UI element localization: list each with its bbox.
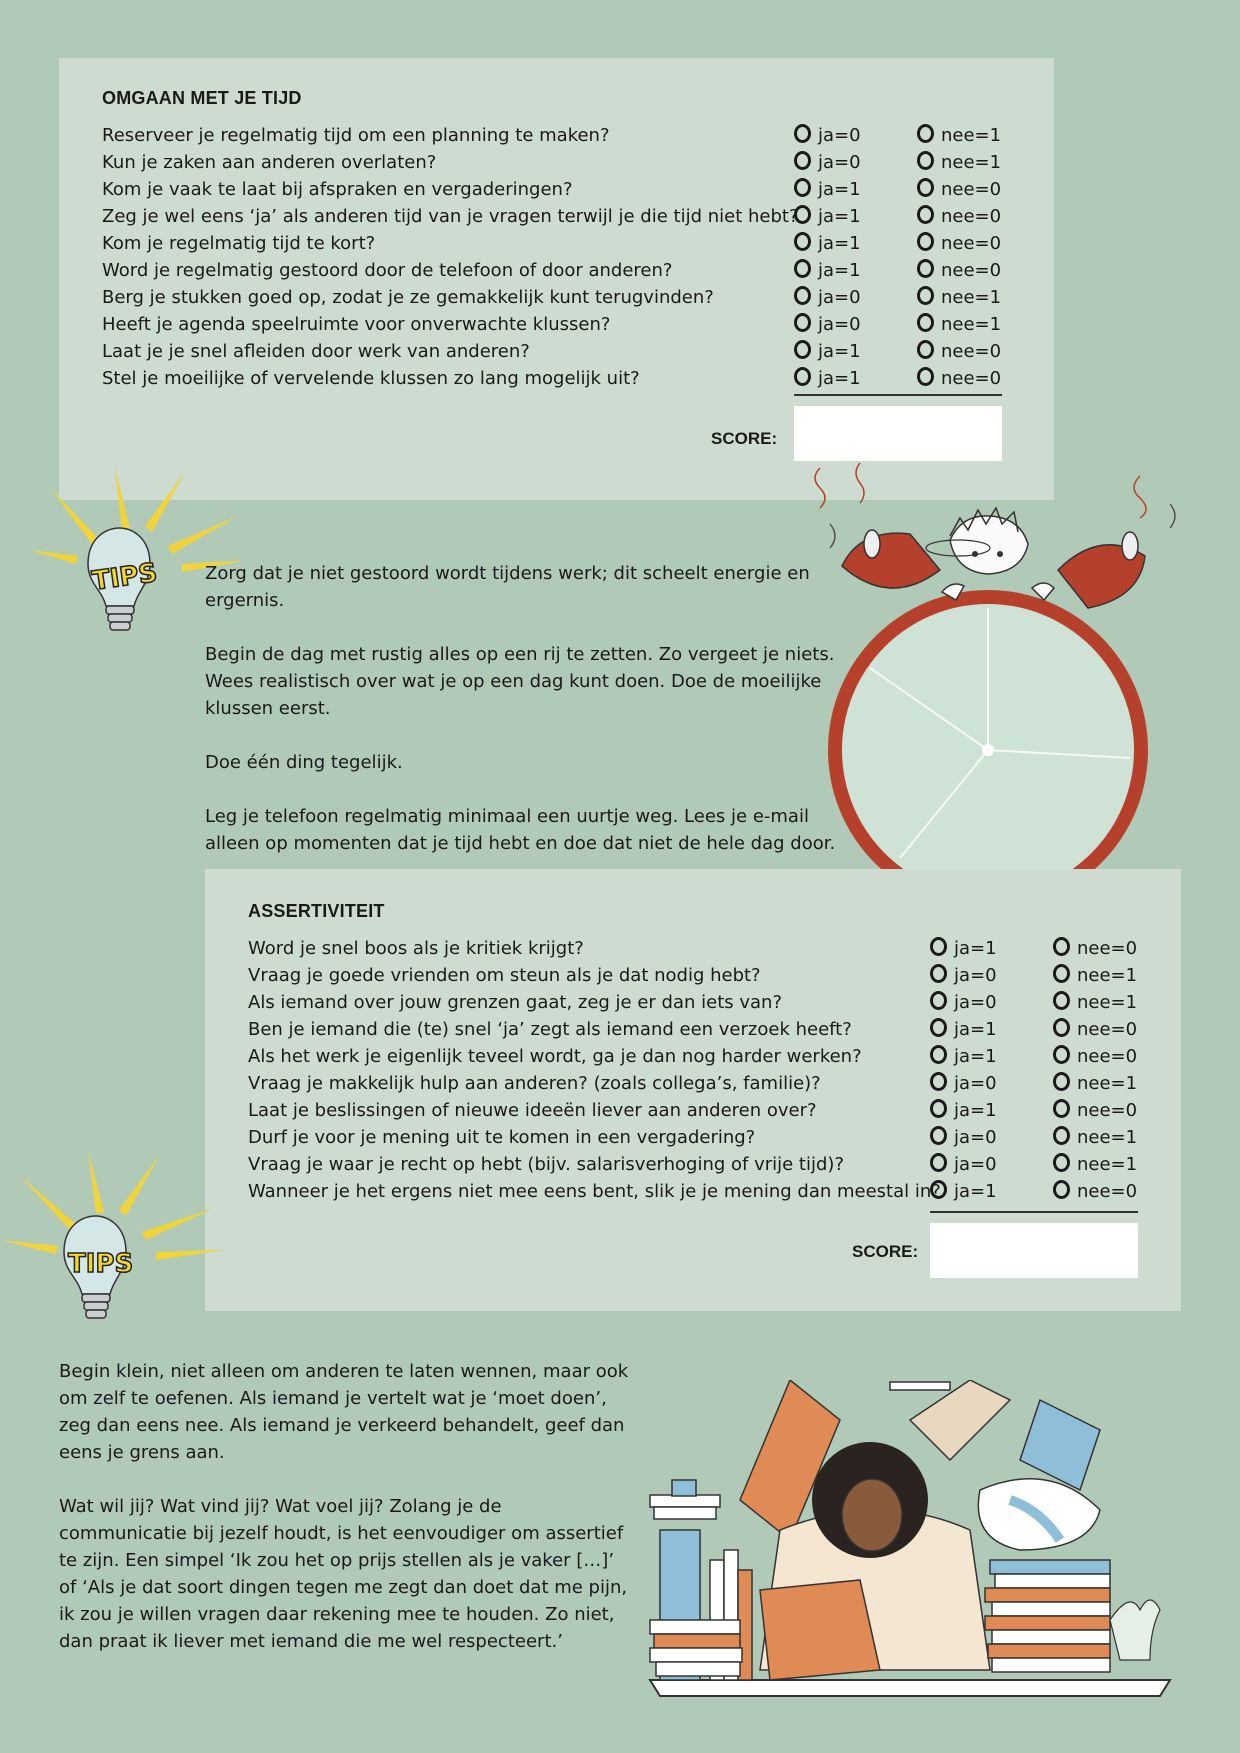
answer-nee-label: nee=1 (941, 287, 1002, 308)
radio-circle-icon[interactable] (1053, 1099, 1070, 1118)
answer-nee-option[interactable] (917, 149, 1001, 176)
answer-nee-option[interactable] (1053, 1070, 1137, 1097)
question-row (102, 284, 1022, 311)
radio-circle-icon[interactable] (794, 151, 811, 170)
answer-nee-label: nee=0 (941, 341, 1002, 362)
question-text: Word je snel boos als je kritiek krijgt? (248, 938, 584, 959)
question-row (248, 989, 1168, 1016)
score-divider (794, 394, 1002, 396)
answer-nee-option[interactable] (917, 338, 1001, 365)
radio-circle-icon[interactable] (1053, 1180, 1070, 1199)
answer-nee-option[interactable] (917, 122, 1001, 149)
radio-circle-icon[interactable] (794, 259, 811, 278)
answer-ja-label: ja=0 (954, 965, 997, 986)
question-row (248, 1124, 1168, 1151)
answer-nee-option[interactable] (1053, 1016, 1137, 1043)
answer-nee-label: nee=0 (941, 260, 1002, 281)
answer-nee-option[interactable] (917, 257, 1001, 284)
question-text: Reserveer je regelmatig tijd om een planning te maken? (102, 125, 610, 146)
answer-nee-label: nee=0 (1077, 1046, 1138, 1067)
radio-circle-icon[interactable] (930, 1072, 947, 1091)
answer-nee-label: nee=0 (941, 179, 1002, 200)
radio-circle-icon[interactable] (1053, 1153, 1070, 1172)
answer-ja-label: ja=1 (954, 1181, 997, 1202)
question-row (248, 962, 1168, 989)
radio-circle-icon[interactable] (930, 1180, 947, 1199)
score-field[interactable] (930, 1223, 1138, 1278)
alarm-clock-illustration (800, 458, 1200, 870)
answer-nee-label: nee=0 (1077, 1181, 1138, 1202)
radio-circle-icon[interactable] (930, 991, 947, 1010)
radio-circle-icon[interactable] (1053, 937, 1070, 956)
answer-ja-option[interactable] (930, 1151, 997, 1178)
question-row (248, 1097, 1168, 1124)
answer-ja-label: ja=0 (954, 992, 997, 1013)
question-row (102, 338, 1022, 365)
answer-nee-label: nee=1 (1077, 1127, 1138, 1148)
radio-circle-icon[interactable] (917, 259, 934, 278)
answer-ja-label: ja=0 (954, 1073, 997, 1094)
answer-nee-label: nee=1 (941, 125, 1002, 146)
answer-ja-label: ja=1 (954, 1046, 997, 1067)
answer-ja-option[interactable] (930, 989, 997, 1016)
section-heading: OMGAAN MET JE TIJD (102, 88, 302, 108)
question-text: Vraag je goede vrienden om steun als je dat nodig hebt? (248, 965, 761, 986)
question-row (248, 1178, 1168, 1205)
answer-ja-label: ja=1 (818, 179, 861, 200)
answer-nee-label: nee=1 (1077, 965, 1138, 986)
answer-nee-label: nee=1 (941, 314, 1002, 335)
answer-ja-label: ja=0 (954, 1127, 997, 1148)
radio-circle-icon[interactable] (917, 205, 934, 224)
tips-badge: TIPS (90, 557, 160, 597)
answer-ja-label: ja=0 (818, 314, 861, 335)
answer-nee-option[interactable] (1053, 1178, 1137, 1205)
tip-paragraph: Zorg dat je niet gestoord wordt tijdens werk; dit scheelt energie en ergernis. (205, 563, 810, 611)
question-text: Kom je vaak te laat bij afspraken en vergaderingen? (102, 179, 573, 200)
answer-nee-option[interactable] (1053, 1124, 1137, 1151)
answer-ja-label: ja=1 (818, 206, 861, 227)
question-text: Als iemand over jouw grenzen gaat, zeg je er dan iets van? (248, 992, 783, 1013)
score-divider (930, 1211, 1138, 1213)
radio-circle-icon[interactable] (794, 313, 811, 332)
radio-circle-icon[interactable] (794, 205, 811, 224)
answer-ja-option[interactable] (794, 338, 861, 365)
answer-ja-option[interactable] (794, 257, 861, 284)
score-field[interactable] (794, 406, 1002, 461)
answer-ja-option[interactable] (794, 203, 861, 230)
answer-nee-option[interactable] (1053, 989, 1137, 1016)
question-row (102, 311, 1022, 338)
answer-nee-option[interactable] (917, 365, 1001, 392)
answer-nee-option[interactable] (917, 230, 1001, 257)
answer-ja-option[interactable] (794, 122, 861, 149)
question-row (248, 1016, 1168, 1043)
answer-nee-label: nee=0 (941, 368, 1002, 389)
question-row (248, 1043, 1168, 1070)
radio-circle-icon[interactable] (917, 232, 934, 251)
radio-circle-icon[interactable] (1053, 1126, 1070, 1145)
question-list (248, 935, 1168, 1205)
answer-ja-label: ja=1 (954, 1100, 997, 1121)
question-row (102, 365, 1022, 392)
tips-lightbulb (0, 1150, 230, 1350)
radio-circle-icon[interactable] (917, 340, 934, 359)
question-text: Berg je stukken goed op, zodat je ze gemakkelijk kunt terugvinden? (102, 287, 714, 308)
radio-circle-icon[interactable] (930, 1126, 947, 1145)
answer-ja-option[interactable] (930, 1070, 997, 1097)
answer-nee-option[interactable] (1053, 935, 1137, 962)
question-text: Wanneer je het ergens niet mee eens bent, slik je je mening dan meestal in? (248, 1181, 941, 1202)
radio-circle-icon[interactable] (1053, 1018, 1070, 1037)
radio-circle-icon[interactable] (930, 1153, 947, 1172)
answer-nee-option[interactable] (917, 284, 1001, 311)
answer-nee-option[interactable] (917, 311, 1001, 338)
radio-circle-icon[interactable] (794, 178, 811, 197)
answer-nee-label: nee=1 (1077, 992, 1138, 1013)
question-text: Zeg je wel eens ‘ja’ als anderen tijd van je vragen terwijl je die tijd niet hebt? (102, 206, 799, 227)
radio-circle-icon[interactable] (794, 124, 811, 143)
radio-circle-icon[interactable] (1053, 991, 1070, 1010)
answer-ja-label: ja=0 (818, 287, 861, 308)
question-text: Word je regelmatig gestoord door de telefoon of door anderen? (102, 260, 673, 281)
answer-ja-option[interactable] (930, 1016, 997, 1043)
question-text: Vraag je makkelijk hulp aan anderen? (zoals collega’s, familie)? (248, 1073, 821, 1094)
answer-nee-label: nee=0 (1077, 938, 1138, 959)
radio-circle-icon[interactable] (930, 1099, 947, 1118)
answer-ja-option[interactable] (794, 149, 861, 176)
lightbulb-icon (0, 1150, 230, 1350)
radio-circle-icon[interactable] (1053, 964, 1070, 983)
tip-paragraph: Begin de dag met rustig alles op een rij te zetten. Zo vergeet je niets. Wees realistisch over wat je op een dag kunt doen. Doe de moeilijke klussen eerst. (205, 644, 835, 719)
answer-ja-option[interactable] (930, 935, 997, 962)
answer-ja-option[interactable] (794, 365, 861, 392)
answer-ja-label: ja=1 (818, 233, 861, 254)
time-management-panel (59, 58, 1054, 500)
answer-ja-option[interactable] (794, 284, 861, 311)
answer-ja-label: ja=1 (818, 368, 861, 389)
answer-nee-option[interactable] (917, 203, 1001, 230)
radio-circle-icon[interactable] (917, 367, 934, 386)
answer-nee-label: nee=1 (1077, 1154, 1138, 1175)
question-text: Vraag je waar je recht op hebt (bijv. salarisverhoging of vrije tijd)? (248, 1154, 844, 1175)
answer-ja-label: ja=1 (954, 938, 997, 959)
tip-paragraph: Doe één ding tegelijk. (205, 752, 403, 773)
answer-nee-label: nee=0 (941, 233, 1002, 254)
question-text: Kom je regelmatig tijd te kort? (102, 233, 376, 254)
radio-circle-icon[interactable] (917, 313, 934, 332)
overwhelmed-person-illustration (640, 1380, 1180, 1700)
radio-circle-icon[interactable] (794, 286, 811, 305)
score-label: SCORE: (711, 429, 778, 448)
question-row (248, 1070, 1168, 1097)
question-row (102, 203, 1022, 230)
assertiveness-panel (205, 869, 1181, 1311)
answer-ja-option[interactable] (794, 311, 861, 338)
question-row (248, 935, 1168, 962)
answer-ja-label: ja=0 (818, 152, 861, 173)
question-row (102, 257, 1022, 284)
question-text: Durf je voor je mening uit te komen in een vergadering? (248, 1127, 756, 1148)
question-text: Ben je iemand die (te) snel ‘ja’ zegt als iemand een verzoek heeft? (248, 1019, 852, 1040)
score-label: SCORE: (852, 1242, 919, 1261)
section-heading: ASSERTIVITEIT (248, 901, 385, 921)
answer-ja-option[interactable] (794, 230, 861, 257)
answer-nee-option[interactable] (1053, 1043, 1137, 1070)
question-text: Als het werk je eigenlijk teveel wordt, ga je dan nog harder werken? (248, 1046, 862, 1067)
answer-nee-option[interactable] (917, 176, 1001, 203)
answer-nee-label: nee=1 (941, 152, 1002, 173)
question-text: Heeft je agenda speelruimte voor onverwachte klussen? (102, 314, 611, 335)
radio-circle-icon[interactable] (930, 937, 947, 956)
tip-paragraph: Leg je telefoon regelmatig minimaal een uurtje weg. Lees je e-mail alleen op momenten dat je tijd hebt en doe dat niet de hele dag door. (205, 806, 836, 854)
answer-ja-option[interactable] (794, 176, 861, 203)
question-text: Kun je zaken aan anderen overlaten? (102, 152, 437, 173)
answer-nee-option[interactable] (1053, 962, 1137, 989)
question-text: Stel je moeilijke of vervelende klussen zo lang mogelijk uit? (102, 368, 640, 389)
answer-nee-label: nee=1 (1077, 1073, 1138, 1094)
radio-circle-icon[interactable] (917, 286, 934, 305)
answer-ja-label: ja=0 (818, 125, 861, 146)
answer-ja-label: ja=1 (818, 260, 861, 281)
answer-ja-option[interactable] (930, 1097, 997, 1124)
answer-ja-option[interactable] (930, 1043, 997, 1070)
answer-nee-label: nee=0 (941, 206, 1002, 227)
question-row (102, 149, 1022, 176)
radio-circle-icon[interactable] (917, 178, 934, 197)
radio-circle-icon[interactable] (917, 151, 934, 170)
question-row (248, 1151, 1168, 1178)
tips-text (205, 560, 845, 857)
answer-ja-label: ja=0 (954, 1154, 997, 1175)
answer-ja-option[interactable] (930, 1178, 997, 1205)
answer-ja-label: ja=1 (954, 1019, 997, 1040)
tips-text (59, 1358, 629, 1655)
answer-nee-label: nee=0 (1077, 1019, 1138, 1040)
radio-circle-icon[interactable] (794, 367, 811, 386)
answer-nee-option[interactable] (1053, 1151, 1137, 1178)
radio-circle-icon[interactable] (930, 1045, 947, 1064)
question-row (102, 230, 1022, 257)
answer-ja-option[interactable] (930, 962, 997, 989)
radio-circle-icon[interactable] (1053, 1045, 1070, 1064)
radio-circle-icon[interactable] (930, 1018, 947, 1037)
answer-nee-label: nee=0 (1077, 1100, 1138, 1121)
tips-badge: TIPS (68, 1249, 134, 1279)
question-text: Laat je je snel afleiden door werk van anderen? (102, 341, 530, 362)
tip-paragraph: Begin klein, niet alleen om anderen te laten wennen, maar ook om zelf te oefenen. Als iemand je vertelt wat je ‘moet doen’, zeg dan eens nee. Als iemand je verkeerd behandelt, geef dan eens je grens aan. (59, 1361, 629, 1463)
radio-circle-icon[interactable] (930, 964, 947, 983)
radio-circle-icon[interactable] (794, 340, 811, 359)
answer-ja-option[interactable] (930, 1124, 997, 1151)
question-row (102, 122, 1022, 149)
tip-paragraph: Wat wil jij? Wat vind jij? Wat voel jij? Zolang je de communicatie bij jezelf houdt, is het eenvoudiger om assertief te zijn. Een simpel ‘Ik zou het op prijs stellen als je vaker […]’ of ‘Als je dat soort dingen tegen me zegt dan doet dat me pijn, ik zou je willen vragen daar rekening mee te houden. Zo niet, dan praat ik liever met iemand die me wel respecteert.’ (59, 1496, 628, 1652)
answer-nee-option[interactable] (1053, 1097, 1137, 1124)
question-row (102, 176, 1022, 203)
radio-circle-icon[interactable] (917, 124, 934, 143)
radio-circle-icon[interactable] (1053, 1072, 1070, 1091)
radio-circle-icon[interactable] (794, 232, 811, 251)
question-text: Laat je beslissingen of nieuwe ideeën liever aan anderen over? (248, 1100, 817, 1121)
answer-ja-label: ja=1 (818, 341, 861, 362)
question-list (102, 122, 1022, 392)
